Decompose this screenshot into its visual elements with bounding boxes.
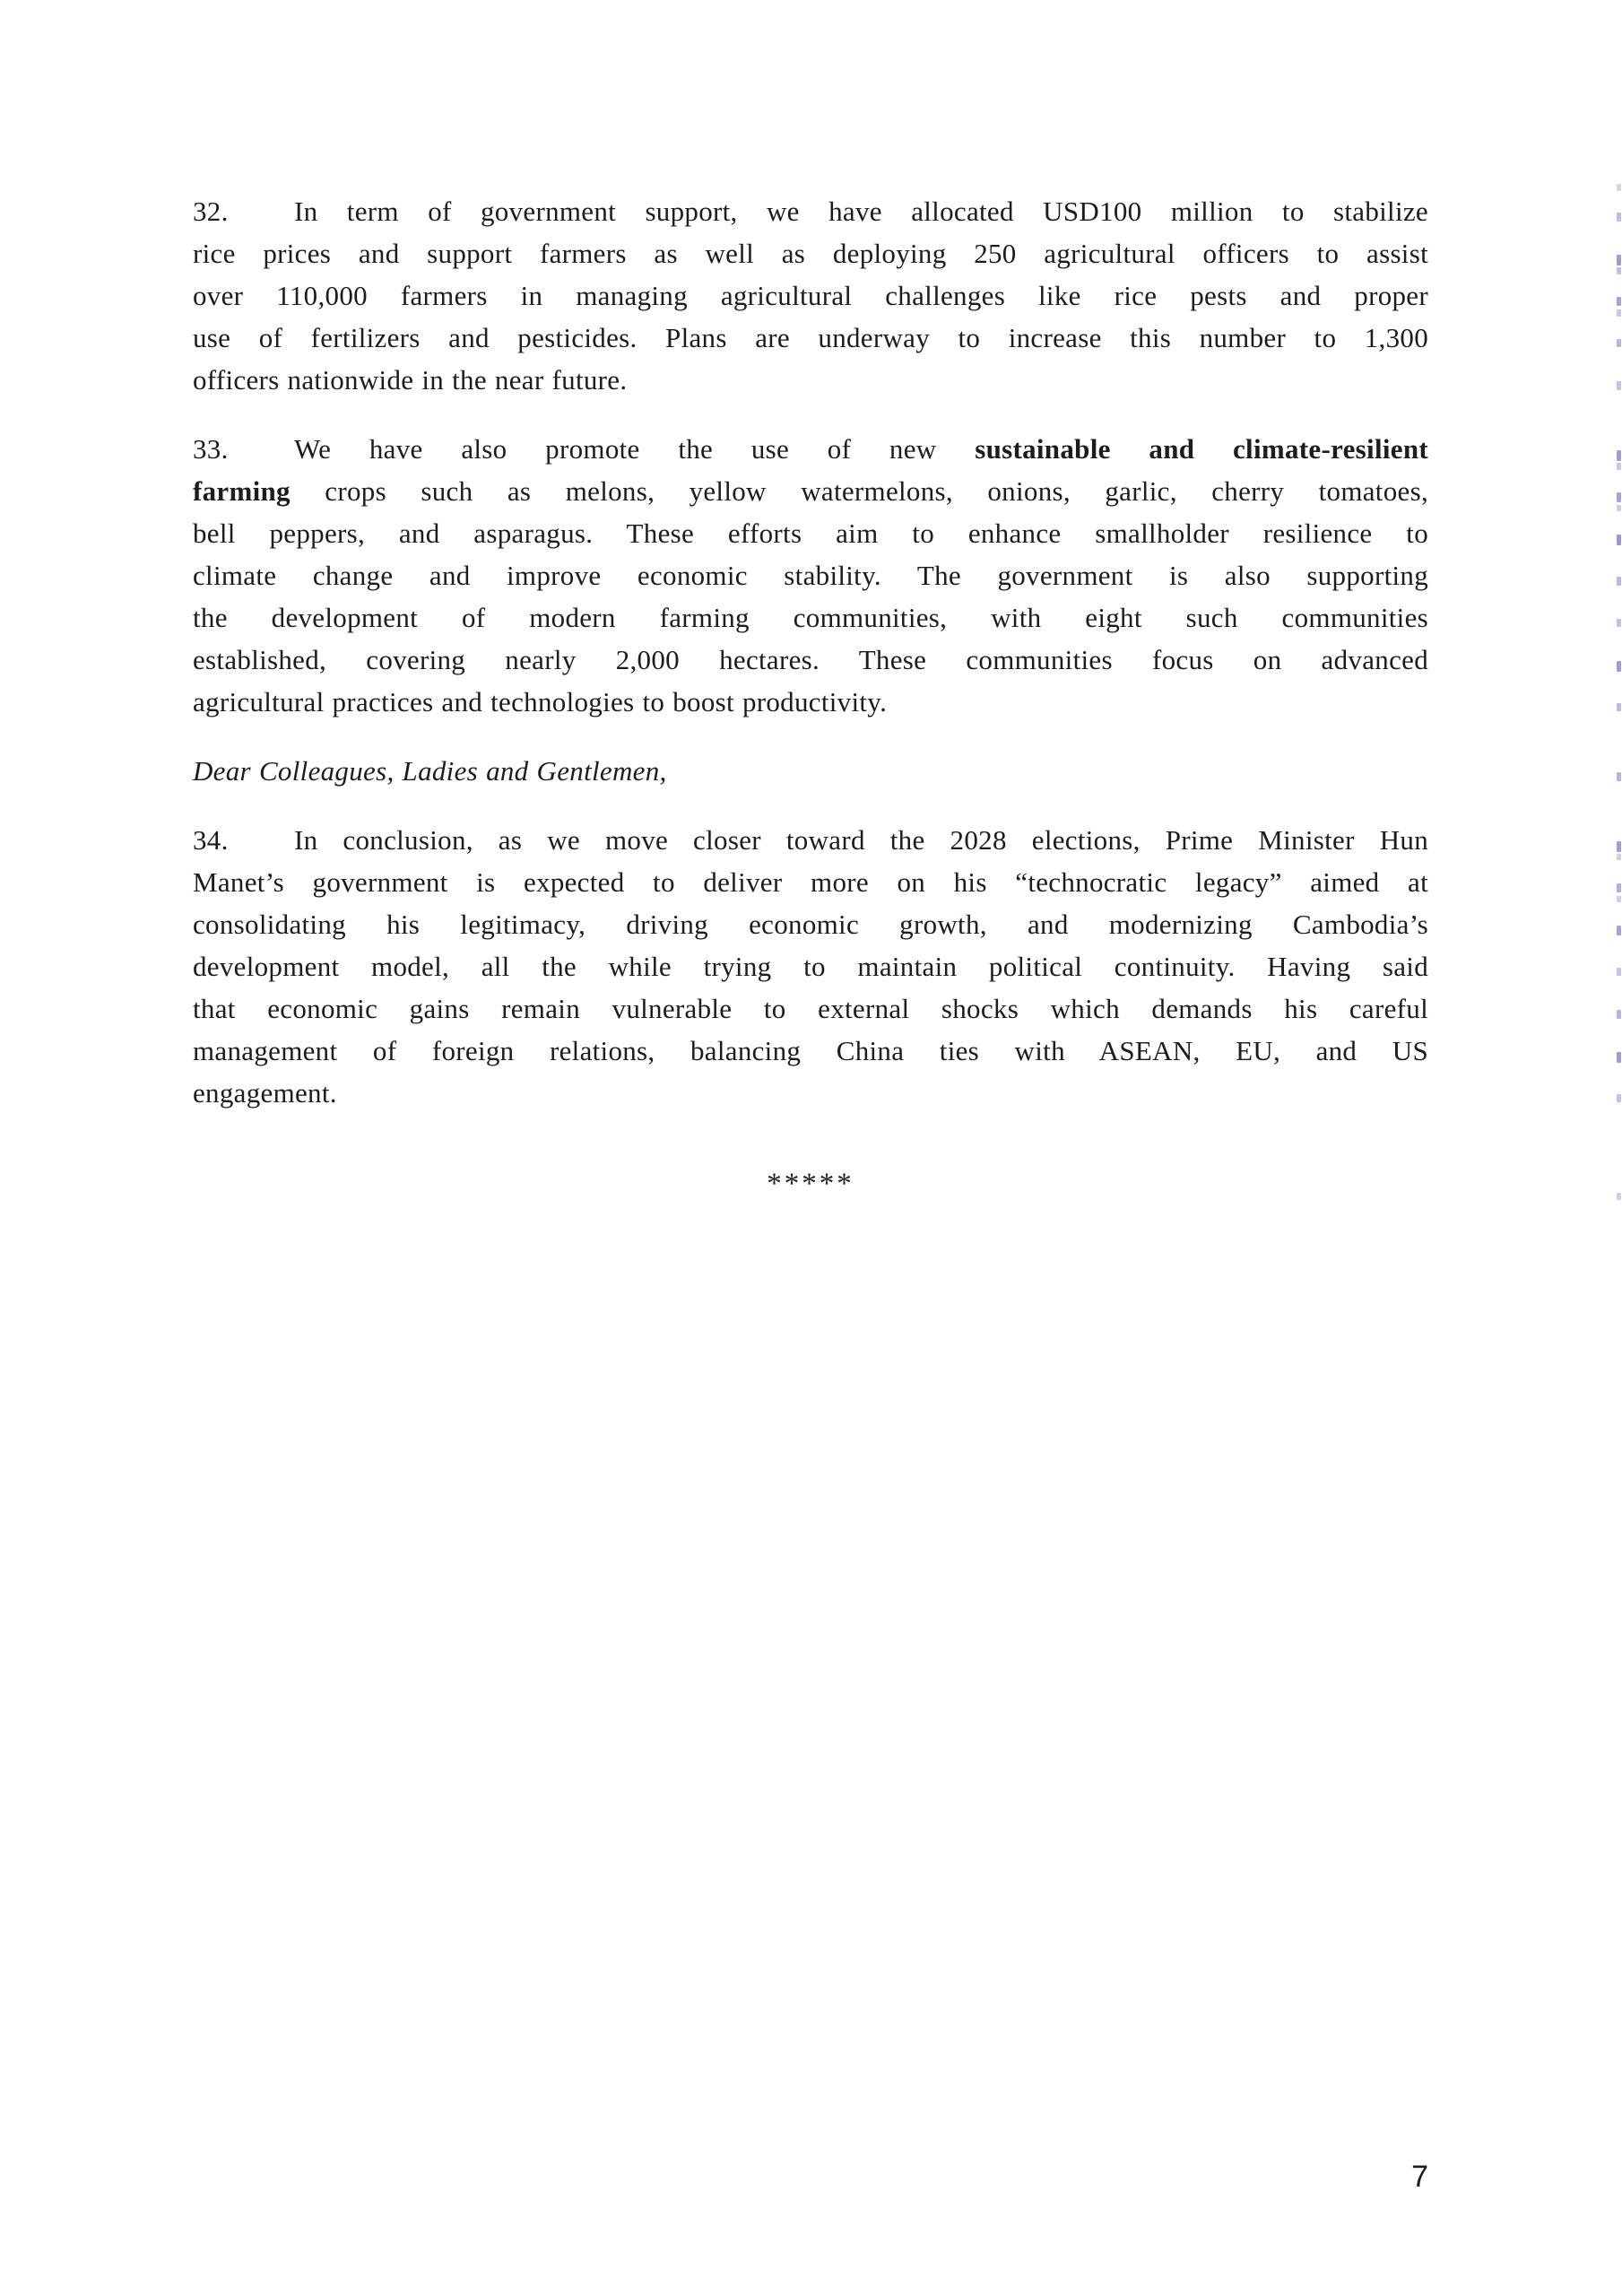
page-edge-artifact bbox=[1617, 505, 1621, 511]
page-edge-artifact bbox=[1617, 381, 1621, 390]
text-segment: sustainable and climate-resilient bbox=[975, 433, 1428, 465]
text-segment: In term of government support, we have allocated USD100 million to stabilize bbox=[294, 196, 1428, 227]
text-segment: consolidating his legitimacy, driving economic growth, and modernizing Cambodia’s bbox=[193, 909, 1428, 940]
text-segment: agricultural practices and technologies to boost productivity. bbox=[193, 686, 888, 718]
page-edge-artifact bbox=[1617, 841, 1621, 852]
text-segment: crops such as melons, yellow watermelons, onions, garlic, cherry tomatoes, bbox=[290, 475, 1428, 507]
text-line bbox=[193, 1030, 1428, 1072]
text-line bbox=[193, 554, 1428, 596]
text-segment: management of foreign relations, balancing China ties with ASEAN, EU, and US bbox=[193, 1035, 1428, 1066]
page-edge-artifact bbox=[1617, 577, 1621, 586]
text-line bbox=[193, 512, 1428, 554]
text-segment: officers nationwide in the near future. bbox=[193, 364, 628, 396]
text-segment: Dear Colleagues, Ladies and Gentlemen, bbox=[193, 755, 667, 787]
text-segment: climate change and improve economic stability. The government is also supporting bbox=[193, 560, 1428, 591]
text-segment: development model, all the while trying to maintain political continuity. Having said bbox=[193, 951, 1428, 982]
page-edge-artifact bbox=[1617, 492, 1621, 502]
text-line bbox=[193, 945, 1428, 987]
text-segment: use of fertilizers and pesticides. Plans are underway to increase this number to 1,300 bbox=[193, 322, 1428, 353]
text-line bbox=[193, 470, 1428, 512]
text-segment: farming bbox=[193, 475, 291, 507]
text-segment: over 110,000 farmers in managing agricultural challenges like rice pests and proper bbox=[193, 280, 1428, 311]
page-edge-artifact bbox=[1617, 619, 1621, 627]
page-edge-artifact bbox=[1617, 854, 1621, 860]
text-line bbox=[193, 681, 1428, 723]
text-line bbox=[193, 428, 1428, 470]
text-line bbox=[193, 1163, 1428, 1205]
text-line bbox=[193, 274, 1428, 317]
page-edge-artifact bbox=[1617, 309, 1621, 317]
text-line bbox=[193, 819, 1428, 861]
page-edge-artifact bbox=[1617, 339, 1621, 347]
text-line bbox=[193, 639, 1428, 681]
text-segment: bell peppers, and asparagus. These efforts aim to enhance smallholder resilience to bbox=[193, 517, 1428, 549]
salutation bbox=[193, 750, 1428, 792]
separator bbox=[193, 1163, 1428, 1205]
text-segment: engagement. bbox=[193, 1077, 337, 1109]
text-segment: ***** bbox=[767, 1168, 854, 1200]
text-line bbox=[193, 1072, 1428, 1114]
page-edge-artifact bbox=[1617, 703, 1621, 711]
text-line bbox=[193, 190, 1428, 232]
paragraph-number: 33. bbox=[193, 433, 229, 465]
page-edge-artifact bbox=[1617, 184, 1621, 191]
text-segment: We have also promote the use of new bbox=[294, 433, 976, 465]
page-edge-artifact bbox=[1617, 1052, 1621, 1063]
page-edge-artifact bbox=[1617, 926, 1621, 935]
text-line bbox=[193, 987, 1428, 1030]
paragraph-number: 32. bbox=[193, 196, 229, 227]
page-edge-artifact bbox=[1617, 1193, 1621, 1200]
page-edge-artifact bbox=[1617, 772, 1621, 781]
text-segment: In conclusion, as we move closer toward the 2028 elections, Prime Minister Hun bbox=[294, 824, 1428, 856]
paragraph-33 bbox=[193, 428, 1428, 723]
scan-edge-artifacts bbox=[1611, 0, 1622, 2296]
text-segment: established, covering nearly 2,000 hectares. These communities focus on advanced bbox=[193, 644, 1428, 675]
page-edge-artifact bbox=[1617, 883, 1621, 892]
page-edge-artifact bbox=[1617, 450, 1621, 461]
page-edge-artifact bbox=[1617, 297, 1621, 306]
text-segment: rice prices and support farmers as well as deploying 250 agricultural officers to assist bbox=[193, 238, 1428, 269]
page-edge-artifact bbox=[1617, 968, 1621, 976]
text-line bbox=[193, 232, 1428, 274]
paragraph-34 bbox=[193, 819, 1428, 1114]
page-edge-artifact bbox=[1617, 463, 1621, 470]
text-line bbox=[193, 317, 1428, 359]
paragraph-32 bbox=[193, 190, 1428, 401]
page-edge-artifact bbox=[1617, 661, 1621, 672]
text-line bbox=[193, 359, 1428, 401]
text-line bbox=[193, 903, 1428, 945]
text-line bbox=[193, 861, 1428, 903]
page-edge-artifact bbox=[1617, 267, 1621, 274]
text-line bbox=[193, 596, 1428, 639]
document-body bbox=[193, 190, 1428, 1205]
page-edge-artifact bbox=[1617, 1094, 1621, 1102]
text-line bbox=[193, 750, 1428, 792]
page-edge-artifact bbox=[1617, 255, 1621, 265]
page-edge-artifact bbox=[1617, 213, 1621, 222]
text-segment: that economic gains remain vulnerable to external shocks which demands his careful bbox=[193, 993, 1428, 1024]
page-edge-artifact bbox=[1617, 896, 1621, 902]
page-edge-artifact bbox=[1617, 535, 1621, 545]
page-number: 7 bbox=[1411, 2160, 1428, 2194]
page-edge-artifact bbox=[1617, 1010, 1621, 1019]
text-segment: Manet’s government is expected to deliver more on his “technocratic legacy” aimed at bbox=[193, 866, 1428, 898]
text-segment: the development of modern farming communities, with eight such communities bbox=[193, 602, 1428, 633]
paragraph-number: 34. bbox=[193, 824, 229, 856]
